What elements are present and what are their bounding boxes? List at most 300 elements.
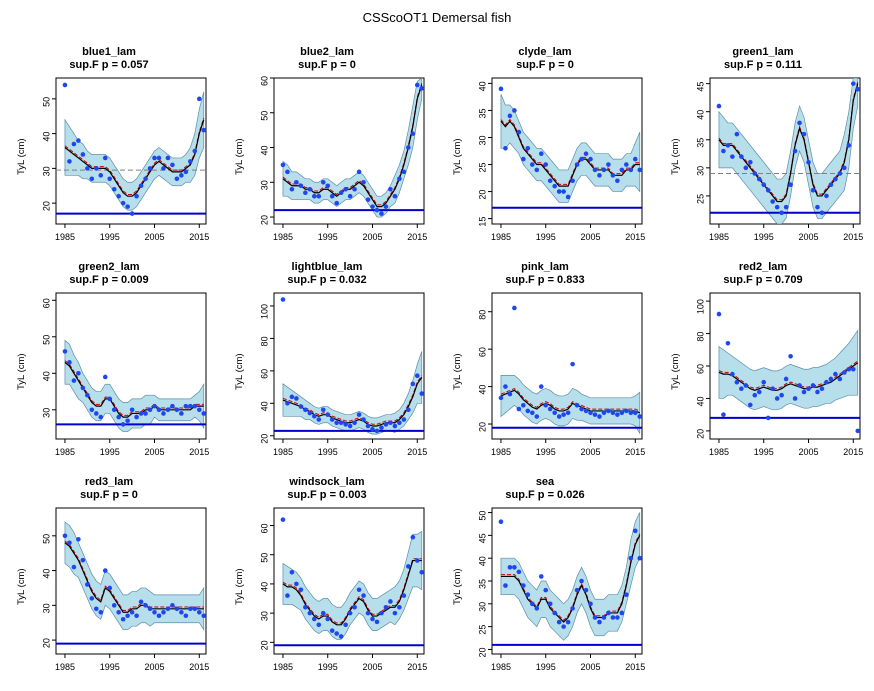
data-point [419, 391, 424, 396]
data-point [325, 183, 330, 188]
data-point [842, 166, 847, 171]
data-point [193, 149, 198, 154]
data-point [308, 611, 313, 616]
data-point [415, 83, 420, 88]
y-tick-label: 30 [477, 601, 488, 612]
data-point [343, 623, 348, 628]
data-point [112, 408, 117, 413]
data-point [357, 170, 362, 175]
data-point [85, 582, 90, 587]
data-point [847, 143, 852, 148]
plot-area [0, 502, 218, 684]
plot-area [0, 287, 218, 469]
data-point [334, 201, 339, 206]
data-point [811, 188, 816, 193]
y-tick-label: 50 [259, 110, 270, 121]
data-point [624, 592, 629, 597]
data-point [94, 166, 99, 171]
data-point [833, 177, 838, 182]
data-point [76, 138, 81, 143]
data-point [175, 607, 180, 612]
data-point [593, 168, 598, 173]
data-point [521, 583, 526, 588]
data-point [299, 404, 304, 409]
data-point [161, 610, 166, 615]
data-point [308, 187, 313, 192]
y-axis-label: TyL (cm) [452, 353, 463, 390]
data-point [784, 377, 789, 382]
data-point [539, 574, 544, 579]
data-point [103, 375, 108, 380]
y-axis-label: TyL (cm) [234, 138, 245, 175]
data-point [157, 613, 162, 618]
data-point [797, 121, 802, 126]
y-tick-label: 30 [41, 603, 52, 614]
data-point [802, 390, 807, 395]
data-point [197, 610, 202, 615]
chart-panel [218, 257, 436, 472]
data-point [352, 187, 357, 192]
data-point [166, 156, 171, 161]
data-point [411, 535, 416, 540]
y-tick-label: 20 [477, 647, 488, 658]
data-point [739, 154, 744, 159]
data-point [170, 163, 175, 168]
data-point [370, 617, 375, 622]
data-point [170, 404, 175, 409]
data-point [303, 408, 308, 413]
data-point [352, 605, 357, 610]
data-point [530, 410, 535, 415]
data-point [530, 162, 535, 167]
panel-title: blue2_lam [300, 46, 354, 58]
panel-subtitle: sup.F p = 0.833 [505, 274, 585, 286]
y-axis-label: TyL (cm) [452, 568, 463, 605]
panel-subtitle: sup.F p = 0 [516, 59, 574, 71]
data-point [143, 411, 148, 416]
data-point [366, 197, 371, 202]
data-point [116, 610, 121, 615]
data-point [321, 180, 326, 185]
data-point [379, 611, 384, 616]
data-point [348, 424, 353, 429]
data-point [735, 380, 740, 385]
plot-frame [56, 508, 206, 654]
plot-area [654, 72, 872, 254]
data-point [838, 171, 843, 176]
data-point [557, 620, 562, 625]
y-tick-label: 60 [259, 368, 270, 379]
y-tick-label: 30 [695, 165, 706, 176]
x-tick-label: 2005 [362, 662, 383, 672]
data-point [281, 163, 286, 168]
data-point [579, 407, 584, 412]
data-point [125, 418, 130, 423]
x-tick-label: 2005 [580, 447, 601, 457]
data-point [824, 380, 829, 385]
chart-panel [0, 257, 218, 472]
data-point [406, 564, 411, 569]
data-point [90, 177, 95, 182]
chart-panel [0, 42, 218, 257]
data-point [539, 151, 544, 156]
x-tick-label: 2015 [407, 232, 428, 242]
panel-subtitle: sup.F p = 0 [80, 489, 138, 501]
panel-title: blue1_lam [82, 46, 136, 58]
x-tick-label: 2015 [843, 232, 864, 242]
y-tick-label: 20 [259, 433, 270, 444]
y-tick-label: 20 [259, 640, 270, 651]
data-point [76, 537, 81, 542]
data-point [290, 570, 295, 575]
y-tick-label: 40 [695, 396, 706, 407]
confidence-ribbon [719, 330, 858, 409]
data-point [312, 194, 317, 199]
data-point [757, 177, 762, 182]
data-point [125, 613, 130, 618]
data-point [393, 611, 398, 616]
data-point [797, 383, 802, 388]
chart-panel [436, 472, 654, 687]
data-point [139, 411, 144, 416]
data-point [503, 583, 508, 588]
data-point [766, 188, 771, 193]
data-point [419, 570, 424, 575]
data-point [588, 602, 593, 607]
data-point [584, 151, 589, 156]
y-tick-label: 60 [259, 76, 270, 87]
data-point [779, 393, 784, 398]
data-point [103, 568, 108, 573]
data-point [388, 187, 393, 192]
data-point [766, 416, 771, 421]
x-tick-label: 1985 [272, 447, 293, 457]
data-point [116, 415, 121, 420]
y-tick-label: 35 [695, 137, 706, 148]
data-point [570, 362, 575, 367]
data-point [112, 187, 117, 192]
plot-area [0, 72, 218, 254]
data-point [81, 386, 86, 391]
y-tick-label: 45 [695, 81, 706, 92]
data-point [348, 194, 353, 199]
data-point [597, 620, 602, 625]
data-point [402, 417, 407, 422]
y-tick-label: 40 [41, 568, 52, 579]
data-point [393, 194, 398, 199]
data-point [361, 180, 366, 185]
data-point [526, 409, 531, 414]
x-tick-label: 1985 [708, 447, 729, 457]
data-point [624, 162, 629, 167]
data-point [184, 613, 189, 618]
data-point [415, 373, 420, 378]
chart-panel [0, 472, 218, 687]
x-tick-label: 1985 [490, 447, 511, 457]
data-point [188, 404, 193, 409]
data-point [370, 204, 375, 209]
data-point [343, 422, 348, 427]
data-point [139, 600, 144, 605]
chart-panel [436, 42, 654, 257]
data-point [366, 424, 371, 429]
data-point [397, 420, 402, 425]
data-point [602, 410, 607, 415]
panel-title: green2_lam [78, 261, 140, 273]
data-point [539, 384, 544, 389]
data-point [303, 605, 308, 610]
data-point [419, 86, 424, 91]
data-point [411, 131, 416, 136]
x-tick-label: 1995 [535, 447, 556, 457]
data-point [334, 631, 339, 636]
data-point [361, 593, 366, 598]
data-point [517, 570, 522, 575]
data-point [388, 599, 393, 604]
data-point [770, 199, 775, 204]
data-point [357, 587, 362, 592]
data-point [143, 603, 148, 608]
data-point [139, 183, 144, 188]
y-tick-label: 100 [259, 303, 270, 320]
data-point [157, 156, 162, 161]
x-tick-label: 2015 [625, 232, 646, 242]
data-point [566, 620, 571, 625]
data-point [620, 611, 625, 616]
data-point [611, 615, 616, 620]
data-point [557, 414, 562, 419]
y-tick-label: 35 [477, 579, 488, 590]
data-point [152, 610, 157, 615]
data-point [63, 349, 68, 354]
data-point [811, 383, 816, 388]
data-point [397, 605, 402, 610]
data-point [201, 613, 206, 618]
data-point [508, 392, 513, 397]
data-point [166, 607, 171, 612]
x-tick-label: 2015 [189, 232, 210, 242]
data-point [597, 414, 602, 419]
x-tick-label: 1985 [490, 232, 511, 242]
data-point [63, 534, 68, 539]
data-point [548, 602, 553, 607]
data-point [72, 142, 77, 147]
data-point [94, 607, 99, 612]
chart-panel [654, 257, 872, 472]
data-point [597, 173, 602, 178]
panel-title: clyde_lam [518, 46, 572, 58]
data-point [584, 588, 589, 593]
x-tick-label: 2015 [407, 447, 428, 457]
data-point [330, 628, 335, 633]
data-point [588, 410, 593, 415]
plot-area [218, 502, 436, 684]
data-point [357, 412, 362, 417]
y-tick-label: 50 [41, 334, 52, 345]
y-tick-label: 20 [259, 215, 270, 226]
x-tick-label: 1995 [99, 447, 120, 457]
data-point [579, 579, 584, 584]
data-point [575, 162, 580, 167]
y-tick-label: 40 [41, 131, 52, 142]
panel-subtitle: sup.F p = 0.003 [287, 489, 367, 501]
data-point [348, 611, 353, 616]
data-point [193, 404, 198, 409]
data-point [285, 593, 290, 598]
data-point [107, 586, 112, 591]
x-tick-label: 1985 [54, 662, 75, 672]
data-point [188, 159, 193, 164]
data-point [402, 593, 407, 598]
panel-subtitle: sup.F p = 0.709 [723, 274, 803, 286]
panel-subtitle: sup.F p = 0.026 [505, 489, 585, 501]
data-point [815, 205, 820, 210]
y-axis-label: TyL (cm) [16, 568, 27, 605]
x-tick-label: 2005 [362, 232, 383, 242]
y-tick-label: 60 [259, 523, 270, 534]
data-point [744, 166, 749, 171]
x-tick-label: 2005 [144, 447, 165, 457]
data-point [552, 184, 557, 189]
data-point [499, 396, 504, 401]
data-point [285, 401, 290, 406]
y-tick-label: 40 [259, 145, 270, 156]
data-point [379, 211, 384, 216]
data-point [393, 424, 398, 429]
data-point [851, 81, 856, 86]
y-tick-label: 40 [259, 581, 270, 592]
x-tick-label: 2015 [189, 447, 210, 457]
data-point [588, 157, 593, 162]
data-point [67, 540, 72, 545]
data-point [748, 160, 753, 165]
data-point [633, 157, 638, 162]
y-tick-label: 80 [477, 309, 488, 320]
y-tick-label: 40 [477, 384, 488, 395]
data-point [606, 409, 611, 414]
data-point [175, 408, 180, 413]
y-tick-label: 20 [41, 638, 52, 649]
data-point [166, 408, 171, 413]
plot-area [436, 72, 654, 254]
y-tick-label: 60 [41, 298, 52, 309]
y-tick-label: 40 [41, 371, 52, 382]
data-point [316, 623, 321, 628]
x-tick-label: 1985 [272, 232, 293, 242]
data-point [820, 386, 825, 391]
data-point [629, 410, 634, 415]
y-tick-label: 80 [259, 336, 270, 347]
data-point [121, 617, 126, 622]
data-point [561, 412, 566, 417]
data-point [90, 596, 95, 601]
data-point [312, 617, 317, 622]
data-point [788, 182, 793, 187]
data-point [508, 565, 513, 570]
data-point [312, 414, 317, 419]
data-point [566, 195, 571, 200]
data-point [285, 170, 290, 175]
data-point [806, 386, 811, 391]
data-point [566, 410, 571, 415]
data-point [744, 383, 749, 388]
data-point [330, 417, 335, 422]
data-point [593, 615, 598, 620]
data-point [121, 422, 126, 427]
data-point [103, 156, 108, 161]
y-axis-label: TyL (cm) [670, 138, 681, 175]
confidence-ribbon [65, 340, 204, 431]
data-point [148, 408, 153, 413]
data-point [343, 187, 348, 192]
x-tick-label: 1995 [535, 662, 556, 672]
data-point [299, 587, 304, 592]
y-axis-label: TyL (cm) [670, 353, 681, 390]
data-point [402, 170, 407, 175]
data-point [770, 386, 775, 391]
data-point [379, 425, 384, 430]
data-point [615, 615, 620, 620]
y-axis-label: TyL (cm) [16, 353, 27, 390]
data-point [325, 617, 330, 622]
data-point [411, 382, 416, 387]
plot-area [436, 502, 654, 684]
data-point [775, 205, 780, 210]
data-point [152, 404, 157, 409]
data-point [570, 606, 575, 611]
data-point [730, 372, 735, 377]
y-tick-label: 30 [477, 135, 488, 146]
data-point [543, 403, 548, 408]
data-point [748, 403, 753, 408]
data-point [148, 607, 153, 612]
y-tick-label: 25 [695, 193, 706, 204]
data-point [76, 371, 81, 376]
data-point [829, 377, 834, 382]
data-point [561, 189, 566, 194]
data-point [829, 182, 834, 187]
y-tick-label: 50 [41, 96, 52, 107]
data-point [188, 607, 193, 612]
y-tick-label: 20 [477, 422, 488, 433]
data-point [148, 166, 153, 171]
data-point [375, 620, 380, 625]
data-point [730, 154, 735, 159]
data-point [526, 592, 531, 597]
data-point [833, 372, 838, 377]
y-tick-label: 40 [477, 556, 488, 567]
x-tick-label: 2015 [625, 447, 646, 457]
data-point [81, 152, 86, 157]
data-point [339, 634, 344, 639]
plot-area [436, 287, 654, 469]
data-point [721, 412, 726, 417]
data-point [179, 173, 184, 178]
data-point [784, 205, 789, 210]
data-point [530, 602, 535, 607]
data-point [579, 157, 584, 162]
data-point [130, 610, 135, 615]
data-point [330, 194, 335, 199]
data-point [552, 410, 557, 415]
y-tick-label: 50 [41, 533, 52, 544]
data-point [112, 603, 117, 608]
data-point [121, 201, 126, 206]
data-point [575, 588, 580, 593]
data-point [197, 408, 202, 413]
data-point [366, 611, 371, 616]
data-point [851, 367, 856, 372]
